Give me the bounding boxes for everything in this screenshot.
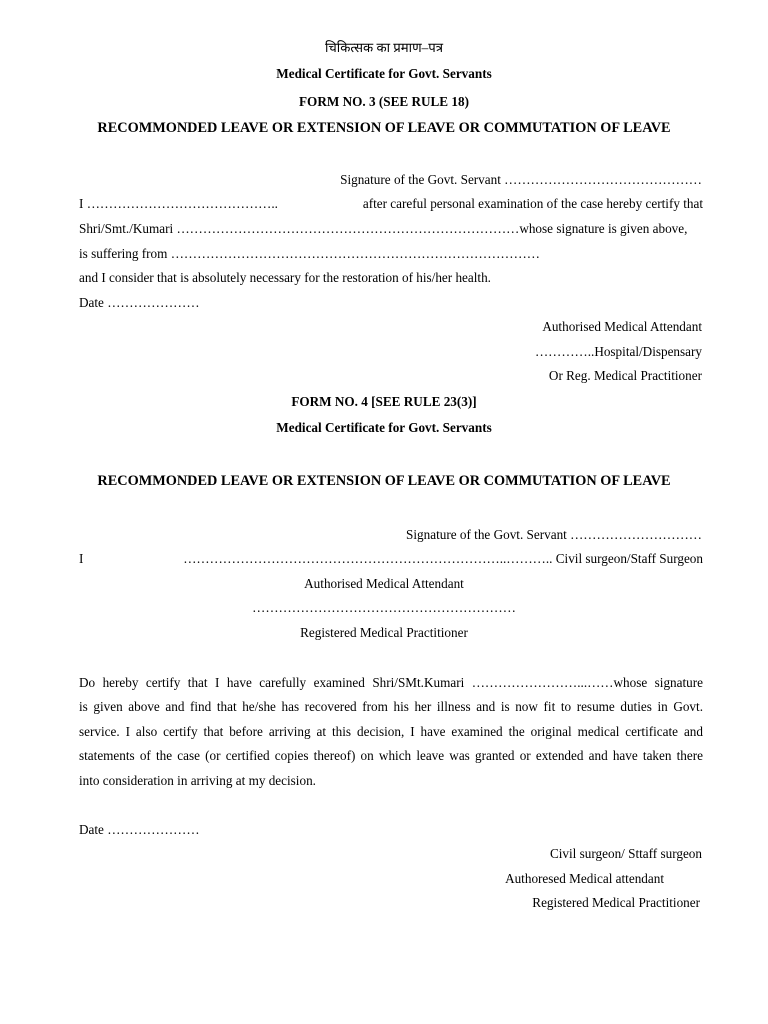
form4-doctor-blank: ………………………………………………………………..……….. Civil surgeon/Staff Surgeon: [183, 551, 703, 566]
form3-sign-practitioner: Or Reg. Medical Practitioner: [548, 368, 702, 383]
form4-para-line-2: is given above and find that he/she has recovered from his her illness and is now fit to resume duties in Govt.: [79, 699, 703, 714]
form3-sign-hospital: …………..Hospital/Dispensary: [534, 344, 702, 359]
form3-certify-line: [79, 196, 703, 212]
form4-sign-surgeon: Civil surgeon/ Sttaff surgeon: [549, 846, 702, 861]
form4-center-practitioner: Registered Medical Practitioner: [300, 625, 468, 640]
form3-certify-text: after careful personal examination of the case hereby certify that: [362, 196, 703, 211]
form3-form-number: FORM NO. 3 (SEE RULE 18): [299, 94, 469, 109]
form3-patient-line: Shri/Smt./Kumari ……………………………………………………………………whose signature is given above,: [79, 221, 688, 236]
form4-sign-attendant: Authoresed Medical attendant: [505, 871, 664, 886]
form3-subtitle: Medical Certificate for Govt. Servants: [276, 66, 492, 81]
form4-form-number: FORM NO. 4 [SEE RULE 23(3)]: [291, 394, 477, 409]
form4-sign-practitioner: Registered Medical Practitioner: [532, 895, 700, 910]
form4-center-blank: ……………………………………………………: [252, 600, 516, 615]
form4-center-attendant: Authorised Medical Attendant: [304, 576, 464, 591]
form4-para-line-3: service. I also certify that before arriving at this decision, I have examined the original medical certificate and: [79, 724, 703, 739]
form3-necessity-line: and I consider that is absolutely necessary for the restoration of his/her health.: [79, 270, 491, 285]
form4-signature-line: Signature of the Govt. Servant …………………………: [406, 527, 702, 542]
form3-sign-attendant: Authorised Medical Attendant: [542, 319, 702, 334]
form4-para-line-5: into consideration in arriving at my decision.: [79, 773, 316, 788]
form4-heading: RECOMMONDED LEAVE OR EXTENSION OF LEAVE OR COMMUTATION OF LEAVE: [97, 473, 671, 489]
form4-para-line-1: Do hereby certify that I have carefully examined Shri/SMt.Kumari ……………………...……whose signature: [79, 675, 703, 690]
form4-subtitle: Medical Certificate for Govt. Servants: [276, 420, 492, 435]
form4-i: I: [79, 551, 84, 566]
hindi-title: चिकित्सक का प्रमाण–पत्र: [325, 40, 443, 55]
form4-doctor-line: [79, 551, 703, 567]
form3-illness-line: is suffering from …………………………………………………………………………: [79, 246, 540, 261]
form3-heading: RECOMMONDED LEAVE OR EXTENSION OF LEAVE OR COMMUTATION OF LEAVE: [97, 120, 671, 136]
form4-para-line-4: statements of the case (or certified copies thereof) on which leave was granted or extended and have taken there: [79, 748, 703, 763]
form3-doctor-blank: I ……………………………………..: [79, 196, 278, 211]
form3-signature-line: Signature of the Govt. Servant ………………………………………: [340, 172, 702, 187]
form3-date: Date …………………: [79, 295, 200, 310]
form4-date: Date …………………: [79, 822, 200, 837]
